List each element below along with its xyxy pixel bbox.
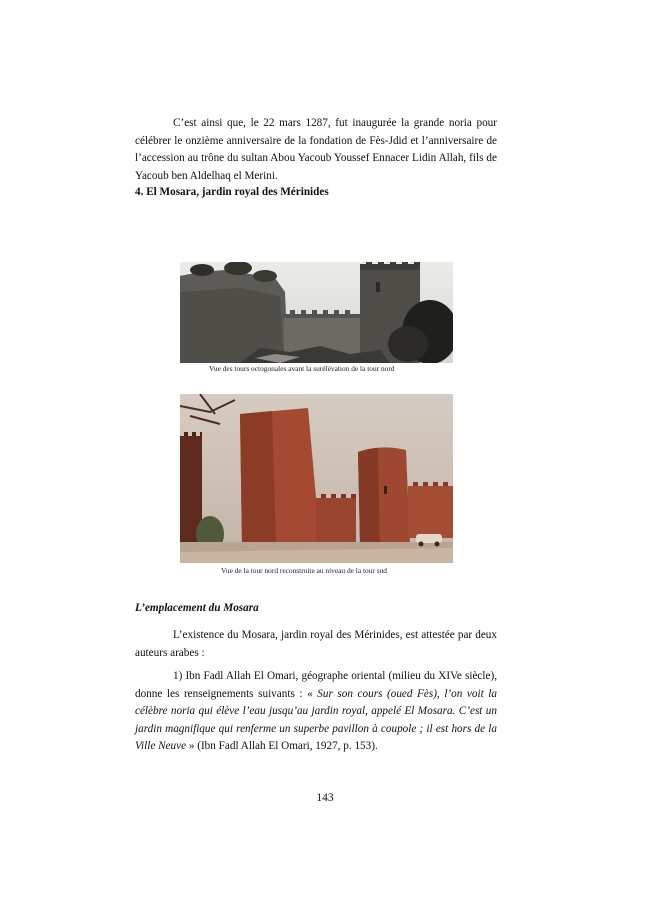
- photo-north-tower-reconstructed: [180, 394, 453, 563]
- page-number: 143: [316, 792, 334, 804]
- quote-text: Sur son cours (oued Fès), l’on voit la célèbre noria qui élève l’eau jusqu’au jardin royal, appelé El Mosara. C’est un jardin magnifique qui renferme un superbe pavillon à coupole ; il est hors de la Ville Neuve: [135, 687, 498, 753]
- figure2-caption: Vue de la tour nord reconstruite au niveau de la tour sud: [221, 566, 387, 575]
- quote-intro: 1) Ibn Fadl Allah El Omari, géographe oriental (milieu du XIVe siècle), donne les renseignements suivants : «: [135, 670, 497, 700]
- photo-octagonal-towers: [180, 262, 453, 363]
- subheading-mosara-location: L’emplacement du Mosara: [135, 602, 259, 614]
- figure1-caption: Vue des tours octogonales avant la surélévation de la tour nord: [209, 364, 395, 373]
- paragraph-mosara-existence: L’existence du Mosara, jardin royal des Mérinides, est attestée par deux auteurs arabes :: [135, 629, 497, 659]
- paragraph-ibn-fadl-quote: [135, 668, 497, 756]
- section-heading: 4. El Mosara, jardin royal des Mérinides: [135, 186, 329, 198]
- paragraph-noria-inauguration: C’est ainsi que, le 22 mars 1287, fut inaugurée la grande noria pour célébrer le onzième anniversaire de la fondation de Fès-Jdid et l’anniversaire de l’accession au trône du sultan Abou Yacoub Youssef Ennacer Lidin Allah, fils de Yacoub ben Aldelhaq el Merini.: [135, 117, 497, 182]
- quote-citation: » (Ibn Fadl Allah El Omari, 1927, p. 153).: [186, 740, 378, 753]
